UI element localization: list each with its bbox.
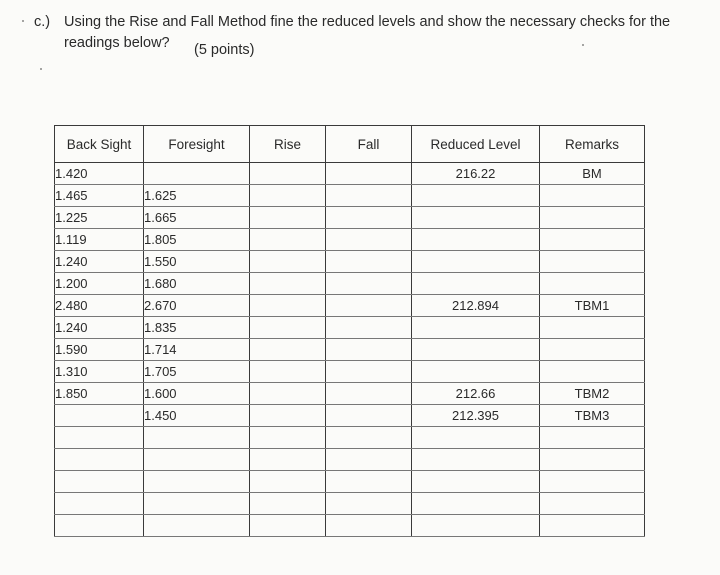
reduced-level-cell	[412, 207, 540, 229]
back-sight-cell: 1.240	[55, 251, 144, 273]
foresight-cell: 1.680	[144, 273, 250, 295]
back-sight-cell: 2.480	[55, 295, 144, 317]
back-sight-cell: 1.240	[55, 317, 144, 339]
rise-cell	[250, 207, 326, 229]
foresight-cell: 1.550	[144, 251, 250, 273]
back-sight-cell	[55, 493, 144, 515]
fall-cell	[326, 185, 412, 207]
fall-cell	[326, 339, 412, 361]
remarks-cell	[540, 273, 645, 295]
fall-cell	[326, 383, 412, 405]
fall-cell	[326, 317, 412, 339]
table-row	[55, 185, 645, 207]
table-body	[55, 163, 645, 537]
rise-cell	[250, 185, 326, 207]
foresight-cell: 1.625	[144, 185, 250, 207]
reduced-level-cell	[412, 339, 540, 361]
remarks-cell: BM	[540, 163, 645, 185]
rise-cell	[250, 251, 326, 273]
reduced-level-cell: 212.66	[412, 383, 540, 405]
rise-cell	[250, 163, 326, 185]
back-sight-cell	[55, 471, 144, 493]
remarks-cell	[540, 229, 645, 251]
table-row	[55, 405, 645, 427]
rise-cell	[250, 427, 326, 449]
header-fall: Fall	[326, 126, 412, 163]
question-label: c.)	[34, 14, 51, 30]
rise-cell	[250, 317, 326, 339]
table-row	[55, 273, 645, 295]
foresight-cell: 1.805	[144, 229, 250, 251]
table-row	[55, 163, 645, 185]
table-row	[55, 229, 645, 251]
table-row	[55, 339, 645, 361]
remarks-cell: TBM1	[540, 295, 645, 317]
remarks-cell	[540, 185, 645, 207]
reduced-level-cell	[412, 361, 540, 383]
reduced-level-cell: 216.22	[412, 163, 540, 185]
remarks-cell	[540, 493, 645, 515]
foresight-cell: 2.670	[144, 295, 250, 317]
question-points: (5 points)	[194, 42, 255, 58]
fall-cell	[326, 295, 412, 317]
reduced-level-cell	[412, 185, 540, 207]
foresight-cell: 1.600	[144, 383, 250, 405]
rise-cell	[250, 515, 326, 537]
rise-cell	[250, 273, 326, 295]
table-row	[55, 515, 645, 537]
reduced-level-cell	[412, 317, 540, 339]
fall-cell	[326, 405, 412, 427]
foresight-cell	[144, 493, 250, 515]
table-row	[55, 383, 645, 405]
reduced-level-cell	[412, 471, 540, 493]
back-sight-cell	[55, 405, 144, 427]
foresight-cell: 1.835	[144, 317, 250, 339]
fall-cell	[326, 229, 412, 251]
foresight-cell: 1.705	[144, 361, 250, 383]
rise-cell	[250, 449, 326, 471]
foresight-cell	[144, 427, 250, 449]
rise-cell	[250, 471, 326, 493]
fall-cell	[326, 273, 412, 295]
fall-cell	[326, 471, 412, 493]
table-row	[55, 449, 645, 471]
foresight-cell: 1.714	[144, 339, 250, 361]
remarks-cell	[540, 427, 645, 449]
speck-mark	[582, 44, 584, 46]
back-sight-cell: 1.225	[55, 207, 144, 229]
fall-cell	[326, 361, 412, 383]
reduced-level-cell	[412, 493, 540, 515]
header-remarks: Remarks	[540, 126, 645, 163]
question-text-line-1: Using the Rise and Fall Method fine the reduced levels and show the necessary checks for the	[64, 14, 671, 30]
remarks-cell	[540, 471, 645, 493]
back-sight-cell: 1.850	[55, 383, 144, 405]
fall-cell	[326, 163, 412, 185]
fall-cell	[326, 493, 412, 515]
rise-fall-table	[54, 125, 645, 537]
fall-cell	[326, 515, 412, 537]
rise-cell	[250, 361, 326, 383]
back-sight-cell	[55, 427, 144, 449]
remarks-cell: TBM3	[540, 405, 645, 427]
header-foresight: Foresight	[144, 126, 250, 163]
reduced-level-cell	[412, 273, 540, 295]
rise-cell	[250, 339, 326, 361]
remarks-cell	[540, 361, 645, 383]
fall-cell	[326, 427, 412, 449]
reduced-level-cell: 212.395	[412, 405, 540, 427]
remarks-cell	[540, 449, 645, 471]
table-row	[55, 493, 645, 515]
table-row	[55, 207, 645, 229]
question-text-line-2: readings below?	[64, 35, 170, 51]
header-back-sight: Back Sight	[55, 126, 144, 163]
table-row	[55, 427, 645, 449]
fall-cell	[326, 251, 412, 273]
fall-cell	[326, 449, 412, 471]
back-sight-cell: 1.310	[55, 361, 144, 383]
table-row	[55, 361, 645, 383]
back-sight-cell: 1.119	[55, 229, 144, 251]
foresight-cell	[144, 163, 250, 185]
back-sight-cell	[55, 515, 144, 537]
speck-mark	[40, 68, 42, 70]
table-header-row	[55, 126, 645, 163]
table-row	[55, 295, 645, 317]
reduced-level-cell	[412, 427, 540, 449]
remarks-cell	[540, 317, 645, 339]
back-sight-cell: 1.590	[55, 339, 144, 361]
remarks-cell: TBM2	[540, 383, 645, 405]
rise-cell	[250, 493, 326, 515]
speck-mark	[22, 20, 24, 22]
reduced-level-cell: 212.894	[412, 295, 540, 317]
foresight-cell: 1.665	[144, 207, 250, 229]
foresight-cell	[144, 449, 250, 471]
foresight-cell: 1.450	[144, 405, 250, 427]
table-row	[55, 317, 645, 339]
remarks-cell	[540, 207, 645, 229]
table-row	[55, 251, 645, 273]
rise-cell	[250, 405, 326, 427]
remarks-cell	[540, 251, 645, 273]
foresight-cell	[144, 471, 250, 493]
reduced-level-cell	[412, 251, 540, 273]
reduced-level-cell	[412, 449, 540, 471]
fall-cell	[326, 207, 412, 229]
header-rise: Rise	[250, 126, 326, 163]
reduced-level-cell	[412, 515, 540, 537]
back-sight-cell: 1.200	[55, 273, 144, 295]
remarks-cell	[540, 339, 645, 361]
back-sight-cell: 1.420	[55, 163, 144, 185]
reduced-level-cell	[412, 229, 540, 251]
remarks-cell	[540, 515, 645, 537]
table-row	[55, 471, 645, 493]
rise-cell	[250, 383, 326, 405]
back-sight-cell: 1.465	[55, 185, 144, 207]
back-sight-cell	[55, 449, 144, 471]
rise-cell	[250, 295, 326, 317]
foresight-cell	[144, 515, 250, 537]
rise-cell	[250, 229, 326, 251]
header-reduced-level: Reduced Level	[412, 126, 540, 163]
